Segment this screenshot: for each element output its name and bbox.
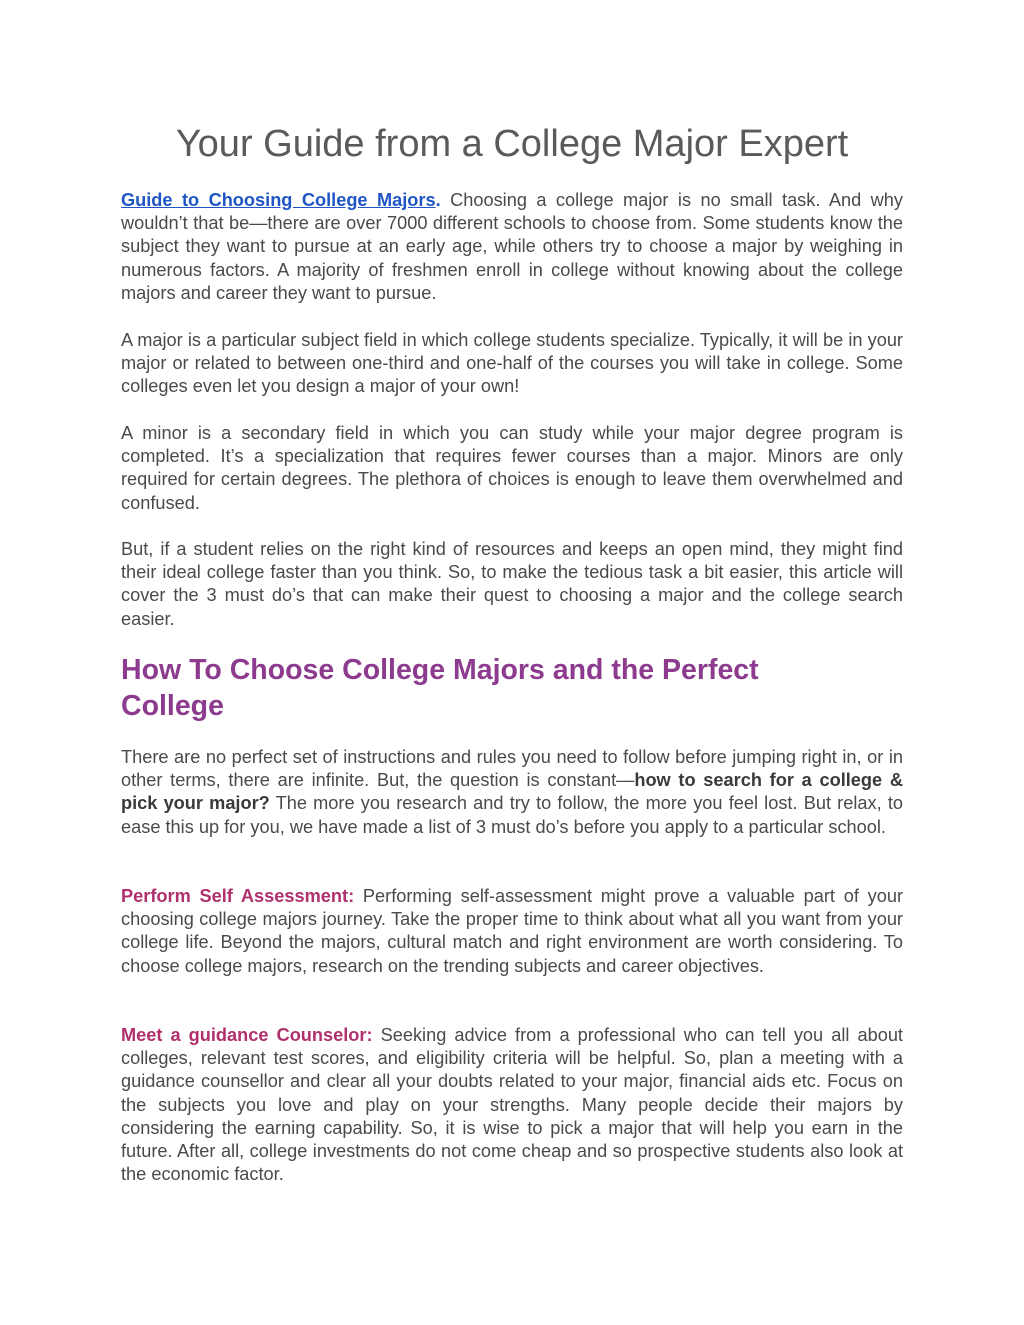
section-intro-question: how to search for a college & pick your major? — [121, 770, 904, 814]
counselor-term: Meet a guidance Counselor: — [121, 1025, 373, 1045]
counselor-paragraph — [121, 1024, 903, 1186]
section-intro-after: The more you research and try to follow, the more you feel lost. But relax, to ease this up for you, we have made a list of 3 must do’s before you apply to a particular school. — [121, 793, 903, 837]
counselor-text: Seeking advice from a professional who can tell you all about colleges, relevant test scores, and eligibility criteria will be helpful. So, plan a meeting with a guidance counsellor and clear all your doubts related to your major, financial aids etc. Focus on the subjects you love and play on your strengths. Many people decide their majors by considering the earning capability. So, it is wise to pick a major that will help you earn in the future. After all, college investments do not come cheap and so prospective students also look at the economic factor. — [121, 1025, 903, 1185]
guide-link-period: . — [435, 190, 441, 210]
self-assessment-term: Perform Self Assessment: — [121, 886, 355, 906]
guide-link[interactable]: Guide to Choosing College Majors — [121, 190, 436, 210]
document-title: Your Guide from a College Major Expert — [175, 123, 849, 165]
section-intro-paragraph — [121, 746, 903, 839]
intro-text: Choosing a college major is no small task. And why wouldn’t that be—there are over 7000 different schools to choose from. Some students know the subject they want to pursue at an early age, while others try to choose a major by weighing in numerous factors. A majority of freshmen enroll in college without knowing about the college majors and career they want to pursue. — [121, 190, 903, 303]
section-heading-line-1: How To Choose College Majors and the Perfect — [121, 654, 759, 686]
intro-paragraph — [121, 189, 903, 305]
section-heading — [121, 652, 903, 724]
section-heading-line-2: College — [121, 690, 224, 722]
major-definition-paragraph: A major is a particular subject field in which college students specialize. Typically, it will be in your major or related to between one-third and one-half of the courses you will take in college. Some colleges even let you design a major of your own! — [121, 330, 903, 397]
section-intro-before: There are no perfect set of instructions and rules you need to follow before jumping right in, or in other terms, there are infinite. But, the question is constant— — [121, 747, 903, 791]
self-assessment-paragraph — [121, 885, 903, 978]
resources-paragraph: But, if a student relies on the right kind of resources and keeps an open mind, they might find their ideal college faster than you think. So, to make the tedious task a bit easier, this article will cover the 3 must do’s that can make their quest to choosing a major and the college search easier. — [121, 539, 903, 629]
minor-definition-paragraph: A minor is a secondary field in which you can study while your major degree program is completed. It’s a specialization that requires fewer courses than a major. Minors are only required for certain degrees. The plethora of choices is enough to leave them overwhelmed and confused. — [121, 423, 903, 513]
self-assessment-text: Performing self-assessment might prove a valuable part of your choosing college majors journey. Take the proper time to think about what all you want from your college life. Beyond the majors, cultural match and right environment are worth considering. To choose college majors, research on the trending subjects and career objectives. — [121, 886, 904, 976]
